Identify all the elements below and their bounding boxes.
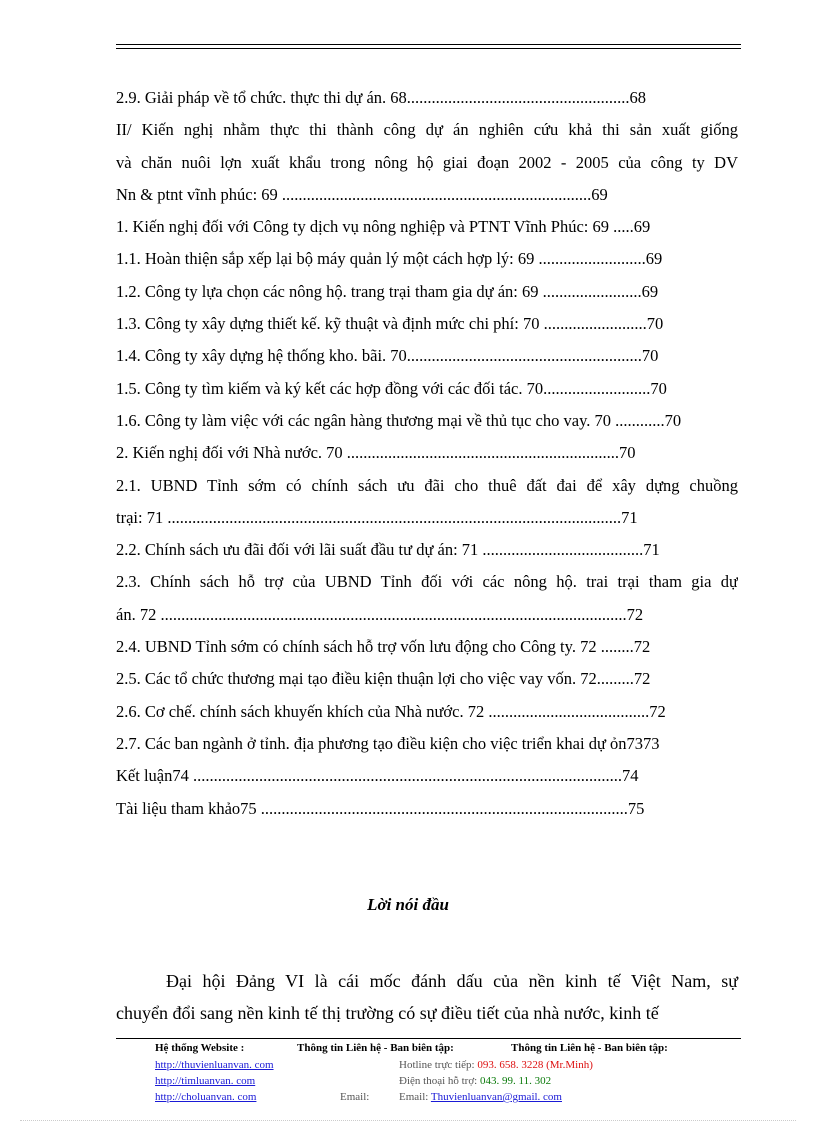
toc-entry: Tài liệu tham khảo75 .........................................................................................75 bbox=[116, 798, 645, 818]
toc-entry: 1.5. Công ty tìm kiếm và ký kết các hợp đồng với các đối tác. 70..........................70 bbox=[116, 378, 667, 398]
hotline-number[interactable]: 093. 658. 3228 (Mr.Minh) bbox=[477, 1059, 593, 1071]
toc-entry: trại: 71 ..............................................................................................................71 bbox=[116, 507, 638, 527]
toc-entry: 2.1. UBND Tỉnh sớm có chính sách ưu đãi cho thuê đất đai để xây dựng chuồng bbox=[116, 475, 738, 495]
toc-entry: 2. Kiến nghị đối với Nhà nước. 70 ..................................................................70 bbox=[116, 443, 636, 463]
toc-entry: 2.6. Cơ chế. chính sách khuyến khích của Nhà nước. 72 .......................................72 bbox=[116, 701, 666, 721]
toc-entry: 2.2. Chính sách ưu đãi đối với lãi suất đầu tư dự án: 71 .......................................71 bbox=[116, 540, 660, 560]
website-link[interactable]: http://choluanvan. com bbox=[155, 1091, 257, 1103]
footer-contact-details bbox=[399, 1057, 729, 1105]
footer-contact-heading-col-2 bbox=[511, 1040, 731, 1057]
toc-entry: II/ Kiến nghị nhằm thực thi thành công dự án nghiên cứu khả thi sản xuất giống bbox=[116, 120, 738, 140]
paragraph-line: chuyển đổi sang nền kinh tế thị trường có sự điều tiết của nhà nước, kinh tế bbox=[116, 1003, 659, 1023]
phone-label: Điện thoại hỗ trợ: bbox=[399, 1075, 478, 1087]
toc-entry: án. 72 .................................................................................................................72 bbox=[116, 604, 644, 624]
section-heading: Lời nói đầu bbox=[367, 895, 449, 914]
toc-entry: 2.7. Các ban ngành ở tỉnh. địa phương tạo điều kiện cho việc triển khai dự ỏn7373 bbox=[116, 733, 660, 753]
toc-entry: và chăn nuôi lợn xuất khẩu trong nông hộ giai đoạn 2002 - 2005 của công ty DV bbox=[116, 152, 738, 172]
page-edge-dots bbox=[20, 1120, 796, 1121]
toc-entry: 2.3. Chính sách hỗ trợ của UBND Tỉnh đối với các nông hộ. trai trại tham gia dự bbox=[116, 572, 738, 592]
toc-entry: 1.2. Công ty lựa chọn các nông hộ. trang trại tham gia dự án: 69 ........................69 bbox=[116, 281, 659, 301]
toc-entry: 1.1. Hoàn thiện sắp xếp lại bộ máy quản lý một cách hợp lý: 69 ..........................69 bbox=[116, 249, 663, 269]
toc-entry: 1. Kiến nghị đối với Công ty dịch vụ nông nghiệp và PTNT Vĩnh Phúc: 69 .....69 bbox=[116, 217, 651, 237]
footer-contact-heading-col bbox=[297, 1040, 507, 1057]
toc-entry: 2.5. Các tổ chức thương mại tạo điều kiện thuận lợi cho việc vay vốn. 72.........72 bbox=[116, 669, 651, 689]
toc-entry: 1.6. Công ty làm việc với các ngân hàng thương mại về thủ tục cho vay. 70 ............70 bbox=[116, 410, 682, 430]
body-paragraph bbox=[116, 965, 738, 1029]
hotline-label: Hotline trực tiếp: bbox=[399, 1059, 475, 1071]
footer-rule bbox=[116, 1038, 741, 1039]
footer-websites bbox=[155, 1040, 295, 1105]
header-rule-thin bbox=[116, 48, 741, 49]
toc-entry: Kết luận74 ........................................................................................................74 bbox=[116, 766, 639, 786]
footer-contact-heading: Thông tin Liên hệ - Ban biên tập: bbox=[511, 1042, 668, 1054]
toc-entry: 1.3. Công ty xây dựng thiết kế. kỹ thuật và định mức chi phí: 70 .........................70 bbox=[116, 314, 664, 334]
email-label: Email: bbox=[399, 1091, 429, 1103]
footer-email-left bbox=[340, 1089, 380, 1105]
email-label: Email: bbox=[340, 1091, 370, 1103]
website-link[interactable]: http://timluanvan. com bbox=[155, 1075, 256, 1087]
website-link[interactable]: http://thuvienluanvan. com bbox=[155, 1059, 274, 1071]
toc-entry: 2.9. Giải pháp về tổ chức. thực thi dự án. 68......................................................68 bbox=[116, 88, 647, 107]
phone-number[interactable]: 043. 99. 11. 302 bbox=[479, 1075, 552, 1087]
toc-entry: 2.4. UBND Tỉnh sớm có chính sách hỗ trợ vốn lưu động cho Công ty. 72 ........72 bbox=[116, 637, 651, 657]
header-rule bbox=[116, 44, 741, 45]
toc-entry: 1.4. Công ty xây dựng hệ thống kho. bãi. 70.........................................................70 bbox=[116, 346, 659, 366]
footer-contact-heading: Thông tin Liên hệ - Ban biên tập: bbox=[297, 1042, 454, 1054]
table-of-contents bbox=[116, 82, 738, 825]
toc-entry: Nn & ptnt vĩnh phúc: 69 ...........................................................................69 bbox=[116, 184, 608, 204]
paragraph-line: Đại hội Đảng VI là cái mốc đánh dấu của nền kinh tế Việt Nam, sự bbox=[166, 971, 738, 991]
footer-websites-heading: Hệ thống Website : bbox=[155, 1042, 245, 1054]
email-link[interactable]: Thuvienluanvan@gmail. com bbox=[430, 1091, 562, 1103]
